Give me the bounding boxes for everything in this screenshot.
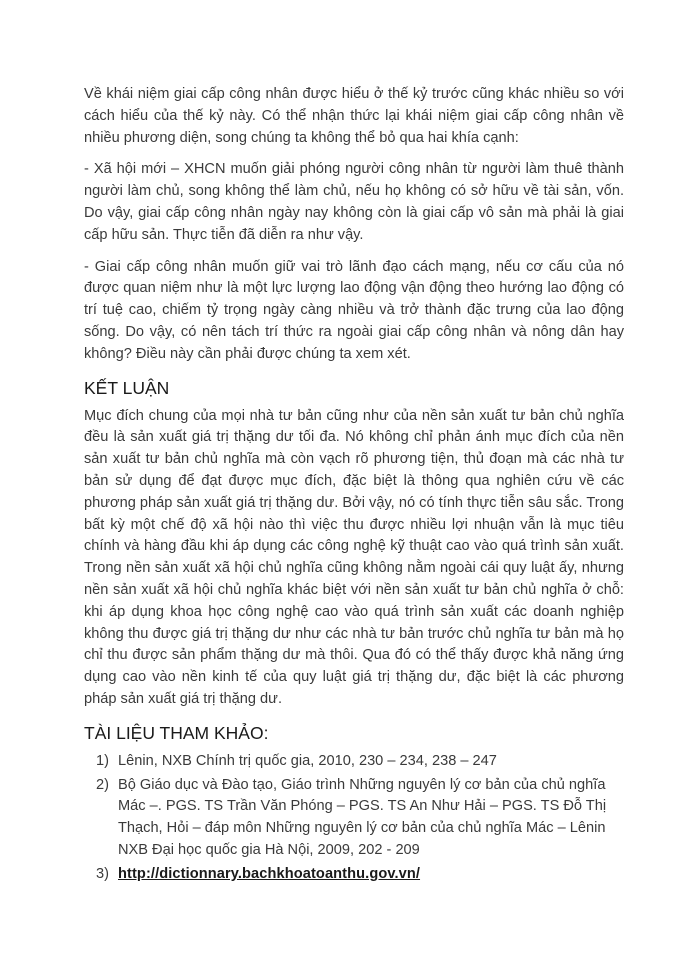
reference-number: 1) bbox=[96, 752, 109, 769]
reference-number: 3) bbox=[96, 865, 109, 882]
intro-paragraph-3: - Giai cấp công nhân muốn giữ vai trò lãnh đạo cách mạng, nếu cơ cấu của nó được quan niệm như là một lực lượng lao động vận động theo hướng lao động có trí tuệ cao, chiếm tỷ trọng ngày càng nhiều và trở thành đặc trưng của lao động sống. Do vậy, có nên tách trí thức ra ngoài giai cấp công nhân và nông dân hay không? Điều này cần phải được chúng ta xem xét. bbox=[84, 258, 624, 362]
reference-number: 2) bbox=[96, 776, 109, 793]
intro-paragraph-2: - Xã hội mới – XHCN muốn giải phóng người công nhân từ người làm thuê thành người làm chủ, song không thể làm chủ, nếu họ không có sở hữu về tài sản, vốn. Do vậy, giai cấp công nhân ngày nay không còn là giai cấp vô sản mà phải là giai cấp hữu sản. Thực tiễn đã diễn ra như vậy. bbox=[84, 161, 624, 243]
reference-item-1 bbox=[84, 751, 624, 773]
references-list bbox=[84, 751, 624, 886]
reference-text: Lênin, NXB Chính trị quốc gia, 2010, 230 – 234, 238 – 247 bbox=[118, 752, 497, 769]
document-body bbox=[84, 84, 624, 888]
reference-link[interactable]: http://dictionnary.bachkhoatoanthu.gov.vn/ bbox=[118, 865, 421, 882]
reference-item-3 bbox=[84, 864, 624, 886]
intro-paragraph-1: Về khái niệm giai cấp công nhân được hiểu ở thế kỷ trước cũng khác nhiều so với cách hiểu của thế kỷ này. Có thể nhận thức lại khái niệm giai cấp công nhân về nhiều phương diện, song chúng ta không thể bỏ qua hai khía cạnh: bbox=[84, 86, 624, 146]
conclusion-paragraph: Mục đích chung của mọi nhà tư bản cũng như của nền sản xuất tư bản chủ nghĩa đều là sản xuất giá trị thặng dư tối đa. Nó không chỉ phản ánh mục đích của nền sản xuất tư bản chủ nghĩa mà còn vạch rõ phương tiện, thủ đoạn mà các nhà tư bản sử dụng để đạt được mục đích, đặc biệt là thông qua nghiên cứu về các phương pháp sản xuất giá trị thặng dư. Bởi vậy, nó có tính thực tiễn sâu sắc. Trong bất kỳ một chế độ xã hội nào thì việc thu được nhiều lợi nhuận vẫn là mục tiêu chính và hàng đầu khi áp dụng các công nghệ kỹ thuật cao vào quá trình sản xuất. Trong nền sản xuất xã hội chủ nghĩa cũng không nằm ngoài cái quy luật ấy, nhưng nền sản xuất xã hội chủ nghĩa khác biệt với nền sản xuất tư bản chủ nghĩa ở chỗ: khi áp dụng khoa học công nghệ cao vào quá trình sản xuất các doanh nghiệp không thu được giá trị thặng dư như các nhà tư bản trước chủ nghĩa tư bản mà họ chỉ thu được sản phẩm thặng dư mà thôi. Qua đó có thể thấy được khả năng ứng dụng cao vào nền kinh tế của quy luật giá trị thặng dư, đặc biệt là các phương pháp sản xuất giá trị thặng dư. bbox=[84, 407, 624, 707]
reference-item-2 bbox=[84, 775, 624, 862]
reference-text: Bộ Giáo dục và Đào tạo, Giáo trình Những nguyên lý cơ bản của chủ nghĩa Mác –. PGS. TS Trần Văn Phóng – PGS. TS An Như Hải – PGS. TS Đỗ Thị Thạch, Hỏi – đáp môn Những nguyên lý cơ bản của chủ nghĩa Mác – Lênin NXB Đại học quốc gia Hà Nội, 2009, 202 - 209 bbox=[118, 776, 607, 858]
conclusion-heading: KẾT LUẬN bbox=[84, 377, 170, 398]
references-heading: TÀI LIỆU THAM KHẢO: bbox=[84, 722, 269, 743]
